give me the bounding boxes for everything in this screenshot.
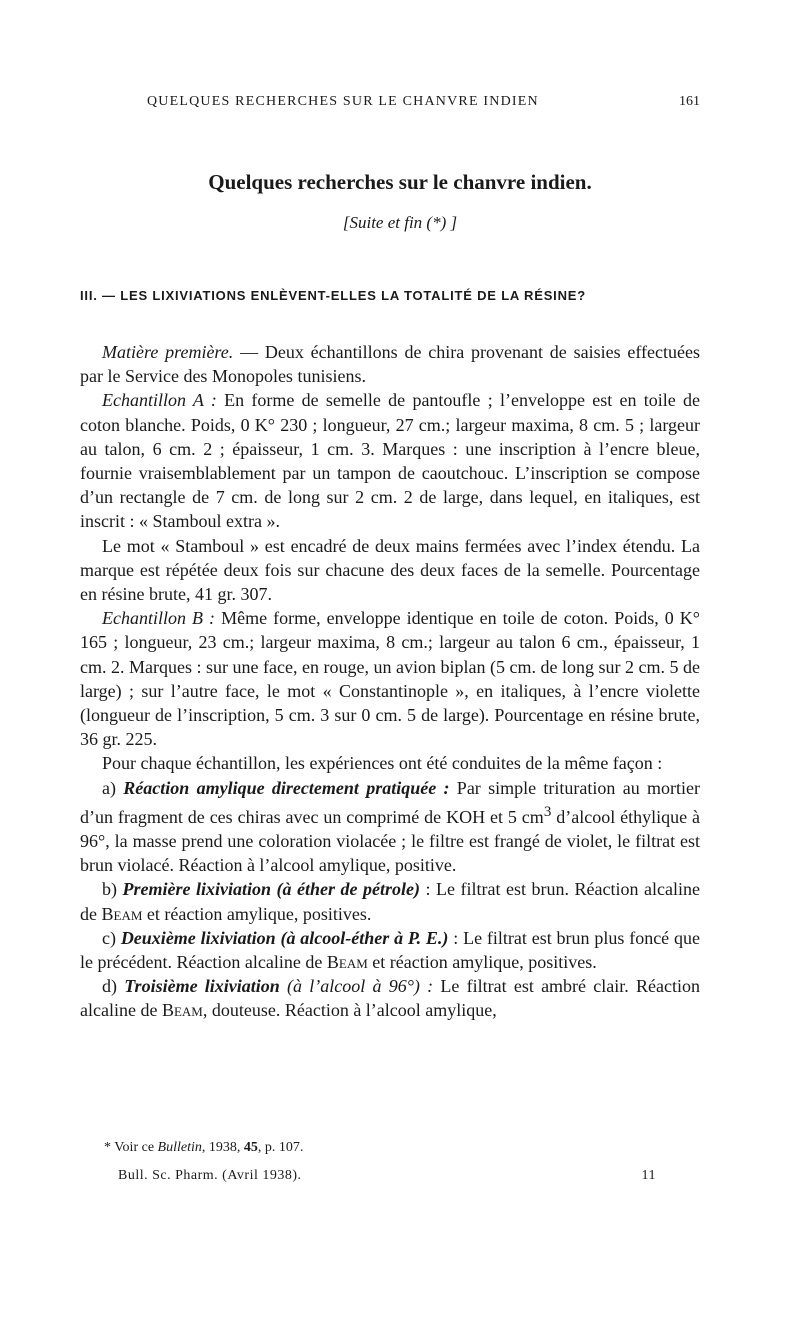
paragraph-label: Echantillon B :: [102, 608, 216, 629]
running-head: [147, 94, 700, 110]
author-name: Beam: [161, 1000, 203, 1021]
footnote-journal: Bulletin: [157, 1140, 202, 1155]
paragraph-label: Réaction amylique directement pratiquée :: [123, 777, 450, 798]
paragraph-d: [80, 974, 700, 1022]
superscript: 3: [543, 803, 552, 820]
item-prefix: b): [102, 879, 123, 900]
paragraph-c: [80, 926, 700, 974]
footnote-text: , p. 107.: [257, 1140, 304, 1155]
signature-mark: 11: [641, 1168, 656, 1183]
paragraph-label-paren: (à éther de pétrole): [271, 879, 421, 900]
paragraph-b: [80, 877, 700, 925]
page-number: 161: [679, 94, 700, 109]
footnote-text: Voir ce: [114, 1140, 158, 1155]
paragraph-echantillon-a: [80, 388, 700, 533]
paragraph-label-paren: (à alcool-éther à P. E.): [275, 927, 449, 948]
imprint: [118, 1168, 656, 1184]
article-body: [80, 340, 700, 1023]
paragraph-text: et réaction amylique, positives.: [367, 952, 597, 973]
paragraph-echantillon-b: [80, 606, 700, 751]
running-title: QUELQUES RECHERCHES SUR LE CHANVRE INDIEN: [147, 94, 539, 109]
paragraph-text: : Le filtrat est brun plus foncé que le précédent. Réaction alcaline de: [80, 927, 700, 973]
author-name: Beam: [326, 952, 368, 973]
paragraph-text: Le filtrat est ambré clair. Réaction alcaline de: [80, 976, 700, 1021]
article-title: Quelques recherches sur le chanvre indien.: [208, 170, 592, 194]
paragraph-text: Même forme, enveloppe identique en toile de coton. Poids, 0 K° 165 ; longueur, 23 cm.; largeur maxima, 8 cm.; largeur au talon 6 cm., épaisseur, 1 cm. 2. Marques : sur une face, en rouge, un avion biplan (5 cm. de long sur 2 cm. 5 de large) ; sur l’autre face, le mot « Constantinople », en italiques, à l’encre violette (longueur de l’inscription, 5 cm. 3 sur 0 cm. 5 de large). Pourcentage en résine brute, 36 gr. 225.: [80, 608, 700, 750]
paragraph-text: Le mot « Stamboul » est encadré de deux mains fermées avec l’index étendu. La marque est répétée deux fois sur chacune des deux faces de la semelle. Pourcentage en résine brute, 41 gr. 307.: [80, 535, 700, 605]
paragraph-text: d’alcool éthylique à 96°, la masse prend une coloration violacée ; le filtre est frangé de violet, le filtrat est brun violacé. Réaction à l’alcool amylique, positive.: [80, 806, 701, 876]
footnote-volume: 45: [243, 1140, 258, 1155]
paragraph-label: Troisième lixiviation: [124, 976, 280, 997]
author-name: Beam: [101, 903, 143, 924]
paragraph-text: Par simple trituration au mortier d’un fragment de ces chiras avec un comprimé de KOH et 5 cm: [80, 777, 700, 827]
paragraph-label-paren: (à l’alcool à 96°) :: [279, 976, 434, 997]
paragraph-label: Deuxième lixiviation: [120, 927, 276, 948]
item-prefix: c): [102, 927, 121, 948]
article-subtitle: [Suite et fin (*) ]: [342, 213, 458, 232]
section-heading: III. — LES LIXIVIATIONS ENLÈVENT-ELLES LA TOTALITÉ DE LA RÉSINE?: [80, 288, 586, 303]
paragraph-matiere: [80, 340, 700, 388]
paragraph-label: Echantillon A :: [102, 390, 217, 411]
paragraph-text: En forme de semelle de pantoufle ; l’enveloppe est en toile de coton blanche. Poids, 0 K° 230 ; longueur, 27 cm.; largeur maxima, 8 cm. 5 ; largeur au talon, 6 cm. 2 ; épaisseur, 1 cm. 3. Marques : une inscription à l’encre bleue, fournie vraisemblablement par un tampon de caoutchouc. L’inscription se compose d’un rectangle de 7 cm. de long sur 2 cm. 2 de large, dans lequel, en italiques, est inscrit : « Stamboul extra ».: [80, 390, 700, 532]
item-prefix: a): [102, 777, 124, 798]
paragraph-label: Matière première.: [102, 342, 234, 362]
paragraph-text: — Deux échantillons de chira provenant de saisies effectuées par le Service des Monopoles tunisiens.: [80, 342, 700, 387]
footnote-marker: *: [104, 1140, 115, 1155]
paragraph-stamboul: [80, 534, 700, 607]
paragraph-text: Pour chaque échantillon, les expériences ont été conduites de la même façon :: [102, 753, 663, 774]
paragraph-label: Première lixiviation: [122, 879, 272, 900]
paragraph-a: [80, 776, 700, 878]
paragraph-text: : Le filtrat est brun. Réaction alcaline de: [80, 879, 700, 924]
imprint-text: Bull. Sc. Pharm. (Avril 1938).: [118, 1168, 302, 1183]
footnote-text: , 1938,: [201, 1140, 244, 1155]
paragraph-text: et réaction amylique, positives.: [142, 903, 372, 924]
paragraph-method: [80, 751, 700, 775]
paragraph-text: , douteuse. Réaction à l’alcool amylique,: [202, 1000, 497, 1021]
item-prefix: d): [102, 976, 125, 997]
footnote: [104, 1140, 303, 1156]
